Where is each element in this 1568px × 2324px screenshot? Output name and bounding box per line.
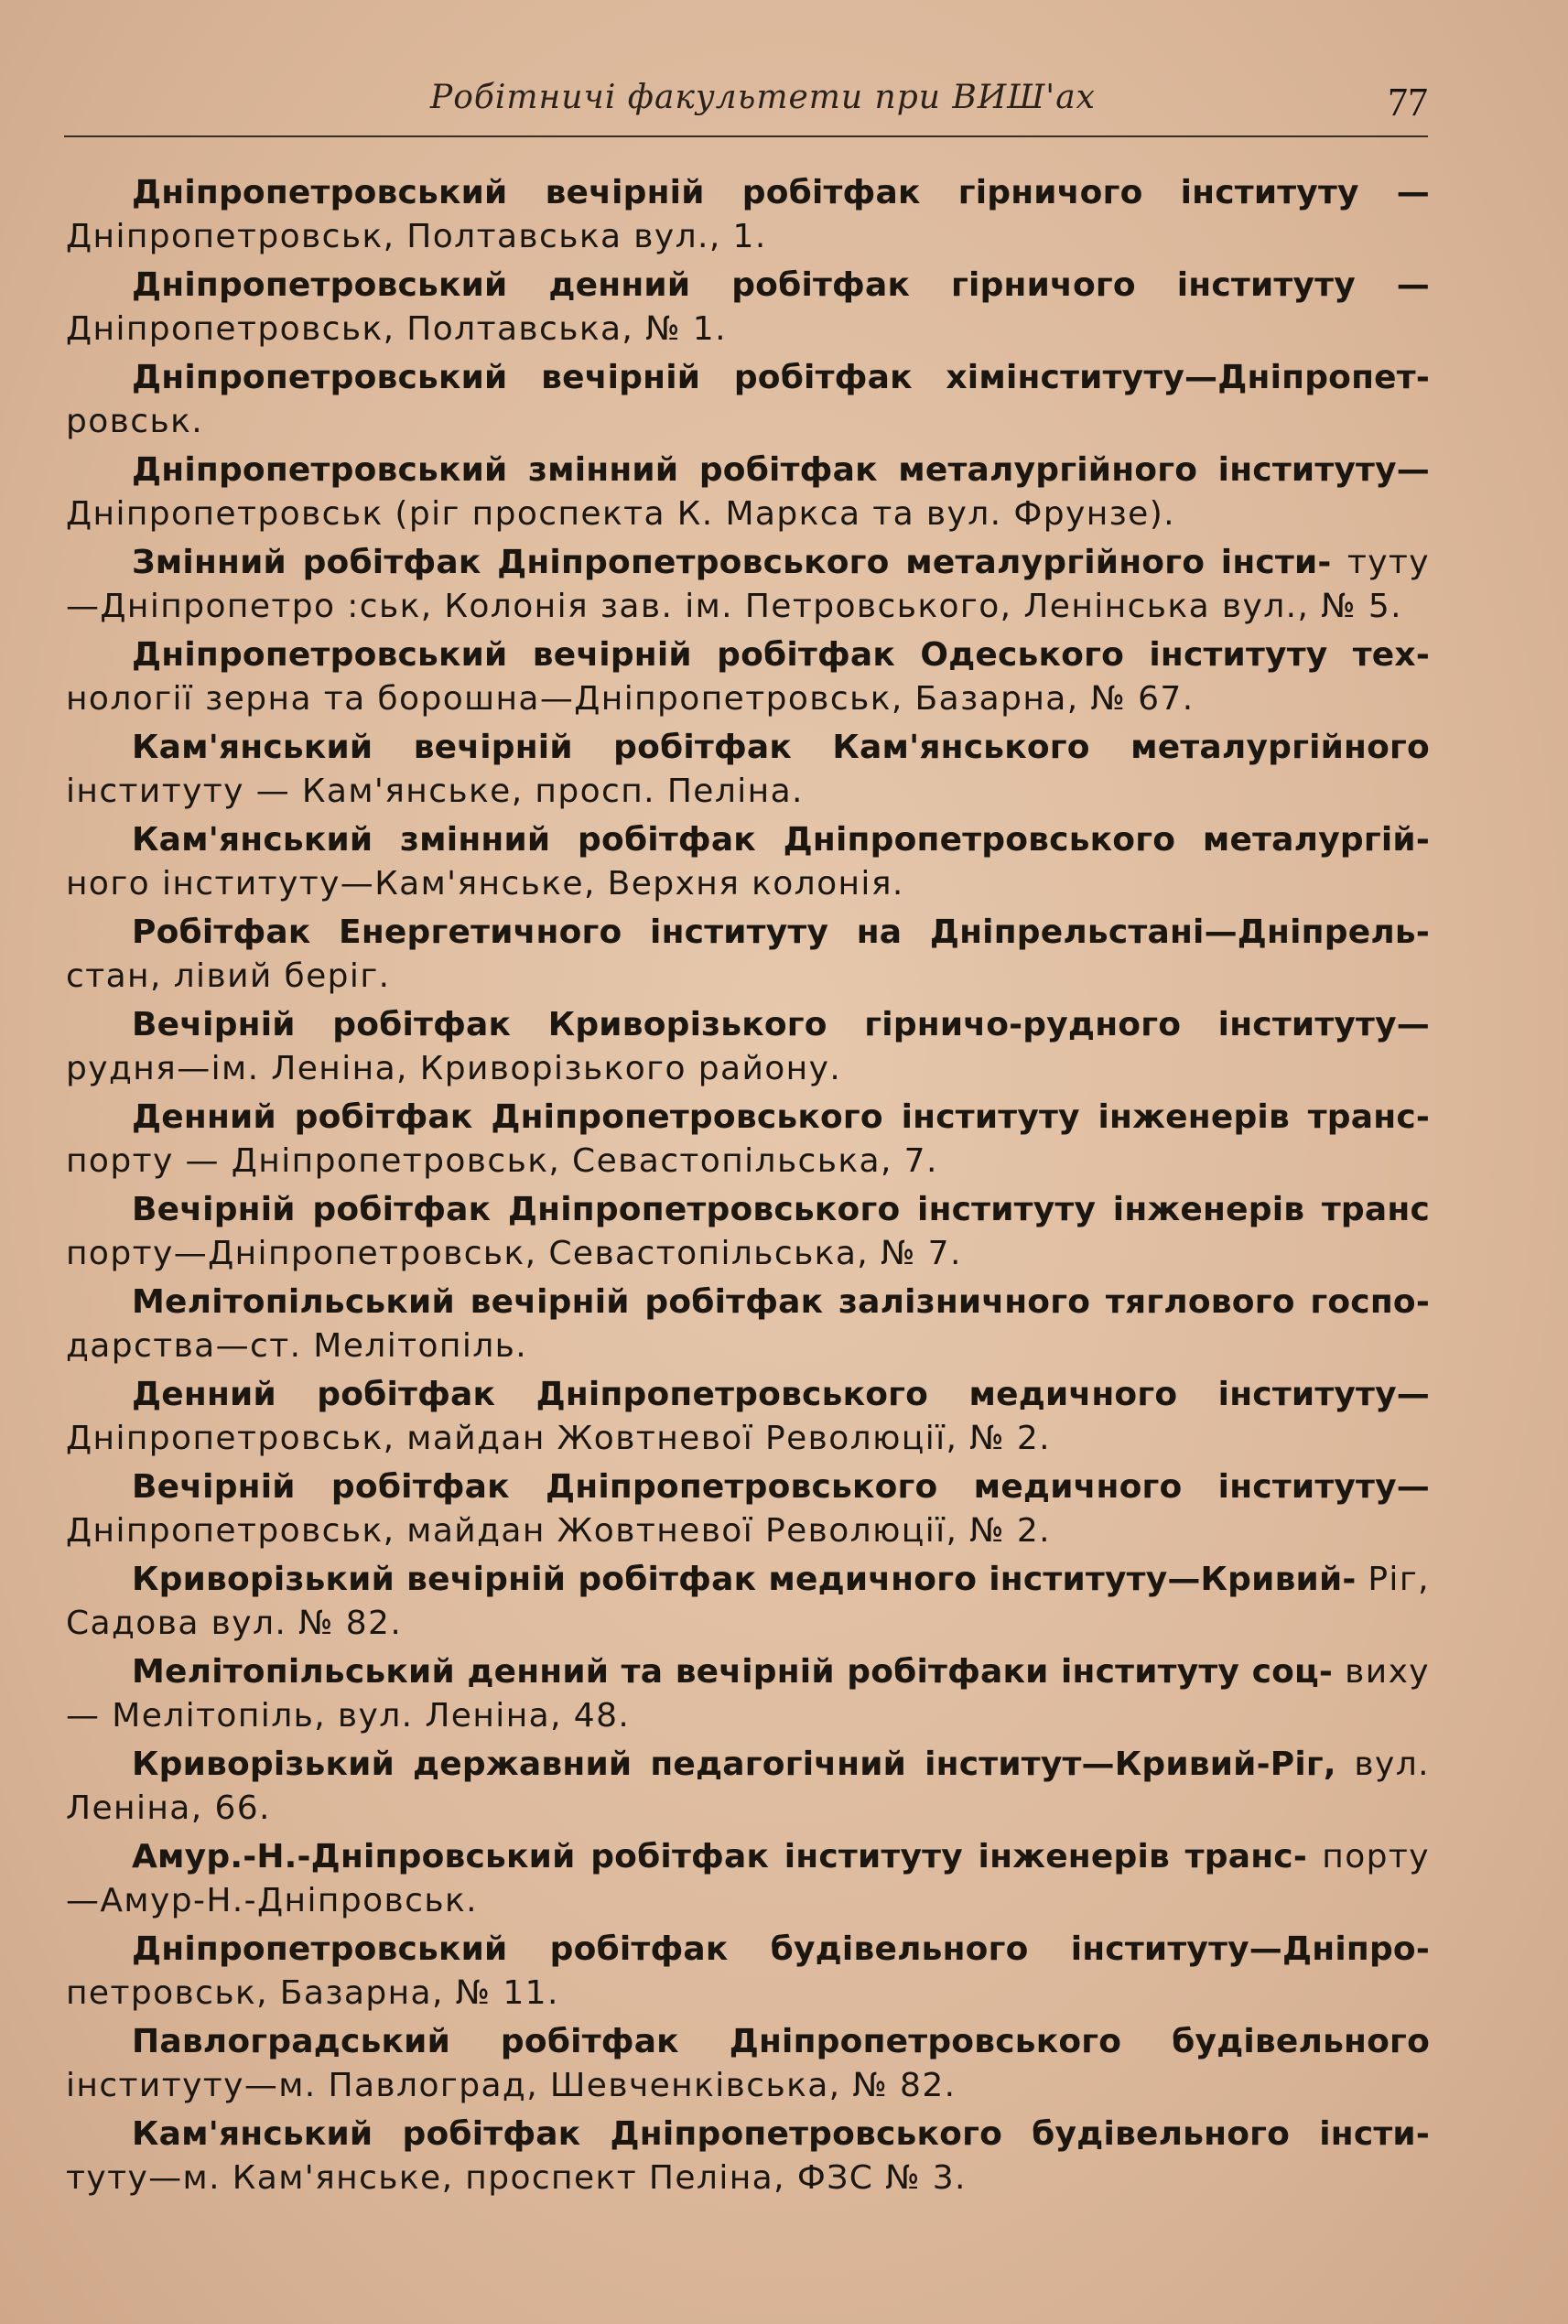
entry-address: Дніпропетровськ, майдан Жовтневої Революції, № 2. <box>66 1512 1052 1550</box>
entry-address: рудня—ім. Леніна, Криворізького району. <box>66 1050 842 1087</box>
entry-name: Дніпропетровський вечірній робітфак гірничого інституту — <box>132 174 1430 211</box>
entry-name: Павлоградський робітфак Дніпропетровського будівельного <box>132 2023 1430 2060</box>
running-head <box>64 71 1428 126</box>
entry-name: Вечірній робітфак Дніпропетровського інституту інженерів транс <box>132 1191 1430 1228</box>
entry-address: порту — Дніпропетровськ, Севастопільська, 7. <box>66 1142 938 1180</box>
entry-address: Дніпропетровськ, майдан Жовтневої Революції, № 2. <box>66 1420 1052 1457</box>
list-item <box>66 1372 1430 1460</box>
list-item <box>66 448 1430 535</box>
entry-name: Вечірній робітфак Дніпропетровського медичного інституту— <box>132 1468 1430 1506</box>
list-item <box>66 1927 1430 2015</box>
entry-address: порту—Амур-Н.-Дніпровськ. <box>66 1838 1430 1919</box>
entry-name: Кам'янський робітфак Дніпропетровського будівельного інсти- <box>132 2115 1430 2153</box>
list-item <box>66 632 1430 720</box>
list-item <box>66 910 1430 998</box>
entry-name: Дніпропетровський робітфак будівельного інституту—Дніпро- <box>132 1930 1430 1968</box>
entry-address: Дніпропетровськ, Полтавська вул., 1. <box>66 218 767 255</box>
entry-address: дарства—ст. Мелітопіль. <box>66 1327 528 1365</box>
entry-name: Амур.-Н.-Дніпровський робітфак інституту інженерів транс- <box>132 1838 1307 1875</box>
running-title: Робітничі факультети при ВИШ'ах <box>430 79 1096 116</box>
entry-address: Ріг, Садова вул. № 82. <box>66 1561 1430 1642</box>
entry-name: Дніпропетровський вечірній робітфак Одеського інституту тех- <box>132 636 1430 674</box>
entry-name: Кам'янський змінний робітфак Дніпропетровського металургій- <box>132 821 1430 859</box>
list-item <box>66 817 1430 905</box>
entry-address: вул. Леніна, 66. <box>66 1746 1430 1827</box>
list-item <box>66 2019 1430 2107</box>
entry-address: порту—Дніпропетровськ, Севастопільська, № 7. <box>66 1235 962 1272</box>
list-item <box>66 263 1430 351</box>
entry-address: туту—м. Кам'янське, проспект Пеліна, ФЗС № 3. <box>66 2159 967 2197</box>
entry-name: Вечірній робітфак Криворізького гірничо-рудного інституту— <box>132 1006 1430 1043</box>
entry-name: Денний робітфак Дніпропетровського інституту інженерів транс- <box>132 1098 1430 1136</box>
entry-name: Криворізький державний педагогічний інститут—Кривий-Ріг, <box>132 1746 1336 1783</box>
list-item <box>66 2112 1430 2200</box>
entry-address: виху — Мелітопіль, вул. Леніна, 48. <box>66 1653 1430 1735</box>
header-rule <box>64 135 1428 137</box>
list-item <box>66 540 1430 628</box>
institution-list <box>66 170 1430 2204</box>
entry-name: Криворізький вечірній робітфак медичного інституту—Кривий- <box>132 1561 1357 1598</box>
list-item <box>66 725 1430 813</box>
list-item <box>66 170 1430 258</box>
entry-name: Змінний робітфак Дніпропетровського металургійного інсти- <box>132 544 1332 581</box>
entry-address: туту—Дніпропетро :ськ, Колонія зав. ім. Петровського, Ленінська вул., № 5. <box>66 544 1430 625</box>
entry-name: Робітфак Енергетичного інституту на Дніпрельстані—Дніпрель- <box>132 913 1430 951</box>
list-item <box>66 1095 1430 1183</box>
entry-address: інституту — Кам'янське, просп. Пеліна. <box>66 773 804 810</box>
entry-name: Мелітопільський денний та вечірній робітфаки інституту соц- <box>132 1653 1334 1691</box>
list-item <box>66 1465 1430 1552</box>
entry-address: Дніпропетровськ (ріг проспекта К. Маркса та вул. Фрунзе). <box>66 495 1176 533</box>
list-item <box>66 1834 1430 1922</box>
page-number: 77 <box>1388 80 1428 124</box>
entry-name: Дніпропетровський змінний робітфак металургійного інституту— <box>132 451 1430 489</box>
list-item <box>66 1649 1430 1737</box>
list-item <box>66 1187 1430 1275</box>
entry-address: нології зерна та борошна—Дніпропетровськ, Базарна, № 67. <box>66 680 1195 718</box>
list-item <box>66 355 1430 443</box>
entry-address: ного інституту—Кам'янське, Верхня колонія. <box>66 865 904 903</box>
list-item <box>66 1280 1430 1367</box>
entry-address: інституту—м. Павлоград, Шевченківська, № 82. <box>66 2067 957 2104</box>
entry-name: Денний робітфак Дніпропетровського медичного інституту— <box>132 1376 1430 1413</box>
list-item <box>66 1002 1430 1090</box>
entry-name: Мелітопільський вечірній робітфак залізничного тяглового госпо- <box>132 1283 1430 1321</box>
list-item <box>66 1557 1430 1645</box>
list-item <box>66 1742 1430 1830</box>
entry-address: петровськ, Базарна, № 11. <box>66 1974 559 2012</box>
entry-name: Дніпропетровський денний робітфак гірничого інституту — <box>132 266 1430 304</box>
entry-address: ровськ. <box>66 403 204 440</box>
entry-address: стан, лівий беріг. <box>66 957 391 995</box>
entry-name: Кам'янський вечірній робітфак Кам'янського металургійного <box>132 729 1430 766</box>
entry-name: Дніпропетровський вечірній робітфак хімінституту—Дніпропет- <box>132 359 1430 396</box>
entry-address: Дніпропетровськ, Полтавська, № 1. <box>66 310 727 348</box>
